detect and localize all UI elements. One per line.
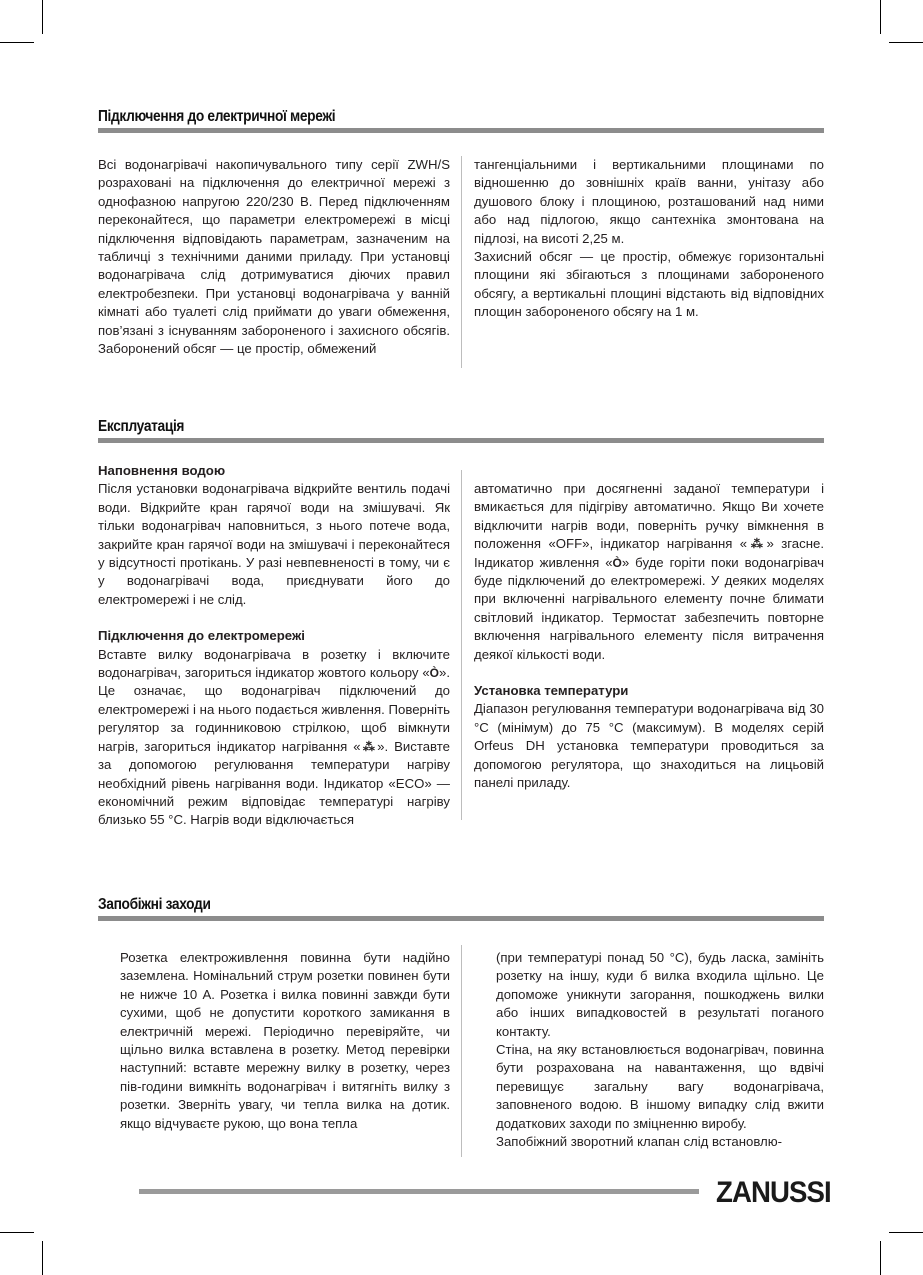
paragraph: Після установки водонагрівача відкрийте вентиль подачі води. Відкрийте кран гарячої води на змішувачі. Як тільки водонагрівач наповниться, з нього потече вода, закрийте кран гарячої води на змішувачі і переконайтеся у відсутності протікань. У разі невпевненості в тому, чи є у водонагрівачі вода, приєднувати його до електромережі і не слід. xyxy=(98,481,450,607)
section-title: Запобіжні заходи xyxy=(98,896,211,913)
subheading-filling: Наповнення водою xyxy=(98,463,226,478)
section-title: Експлуатація xyxy=(98,418,185,435)
heat-indicator-icon: ⁂ xyxy=(360,739,378,754)
crop-mark xyxy=(0,42,34,43)
operation-left-column xyxy=(98,462,450,830)
paragraph: (при температурі понад 50 °С), будь ласка, замініть розетку на іншу, куди б вилка входила щільно. Це допоможе уникнути загорання, пошкоджень вилки або інших випадковостей в результаті поганого контакту. xyxy=(496,950,824,1039)
crop-mark xyxy=(889,1232,923,1233)
paragraph: Розетка електроживлення повинна бути надійно заземлена. Номінальний струм розетки повинен бути не нижче 10 А. Розетка і вилка повинні завжди бути сухими, щоб не допустити короткого замикання в електричній мережі. Періодично перевіряйте, чи щільно вилка вставлена в розетку. Метод перевірки наступний: вставте мережну вилку в розетку, через пів-години вимкніть водонагрівач і витягніть вилку з розетки. Зверніть увагу, чи тепла вилка на дотик. якщо відчуваєте рукою, що вона тепла xyxy=(120,950,450,1131)
power-indicator-icon: Ò xyxy=(612,555,622,570)
section-rule xyxy=(98,916,824,921)
section-operation-header xyxy=(98,418,824,443)
column-divider xyxy=(461,945,462,1157)
heat-indicator-icon: ⁂ xyxy=(747,537,767,552)
crop-mark xyxy=(889,42,923,43)
paragraph: тангенціальними і вертикальними площинами по відношенню до зовнішніх країв ванни, унітазу або душового блоку і площиною, розташований над ними або над підлогою, якщо сантехніка змонтована на підлозі, на висоті 2,25 м. xyxy=(474,157,824,246)
subheading-power: Підключення до електромережі xyxy=(98,628,305,644)
crop-mark xyxy=(42,0,43,34)
column-divider xyxy=(461,470,462,820)
subheading-temperature: Установка температури xyxy=(474,683,629,699)
safety-right-column xyxy=(496,949,824,1151)
paragraph: Запобіжний зворотний клапан слід встановлю- xyxy=(496,1134,783,1150)
connection-left-column xyxy=(98,156,450,358)
paragraph: Захисний обсяг — це простір, обмежує горизонтальні площини які збігаються з площинами забороненого обсягу, а вертикальні площині відстають від відповідних площин забороненого обсягу на 1 м. xyxy=(474,249,824,320)
paragraph: Вставте вилку водонагрівача в розетку і включите водонагрівач, загориться індикатор жовтого кольору «Ò». Це означає, що водонагрівач підключений до електромережі і на нього подається живлення. Поверніть регулятор за годинниковою стрілкою, щоб вімкнути нагрів, загориться індикатор нагрівання «⁂». Виставте за допомогою регулювання температури нагріву необхідний рівень нагрівання води. Індикатор «ECO» — економічний режим відповідає температурі нагріву близько 55 °С. Нагрів води відключається xyxy=(98,646,451,828)
crop-mark xyxy=(880,0,881,34)
safety-left-column xyxy=(120,949,450,1133)
operation-right-column xyxy=(474,480,824,793)
section-rule xyxy=(98,128,824,133)
paragraph: Стіна, на яку встановлюється водонагрівач, повинна бути розрахована на навантаження, що вдвічі перевищує загальну вагу водонагрівача, заповненого водою. В іншому випадку слід вжити додаткових заходи по зміцненню виробу. xyxy=(496,1042,824,1131)
section-rule xyxy=(98,438,824,443)
crop-mark xyxy=(880,1241,881,1275)
column-divider xyxy=(461,156,462,368)
section-title: Підключення до електричної мережі xyxy=(98,108,336,125)
power-indicator-icon: Ò xyxy=(429,666,439,681)
zanussi-logo: ZANUSSI xyxy=(716,1176,831,1209)
section-safety-header xyxy=(98,896,824,921)
crop-mark xyxy=(0,1232,34,1233)
section-connection-header xyxy=(98,108,824,133)
paragraph: Діапазон регулювання температури водонагрівача від 30 °С (мінімум) до 75 °С (максимум). В моделях серій Orfeus DH установка температури проводиться за допомогою регулятора, що знаходиться на лицьовій панелі приладу. xyxy=(474,701,824,791)
connection-right-column xyxy=(474,156,824,322)
paragraph: Всі водонагрівачі накопичувального типу серії ZWH/S розраховані на підключення до електричної мережі з однофазною напругою 220/230 В. Перед підключенням переконайтеся, що параметри електромережі в місці підключення відповідають параметрам, зазначеним на табличці з технічними даними приладу. При установці водонагрівача слід дотримуватися діючих правил електробезпеки. При установці водонагрівача у ванній кімнаті або туалеті слід приймати до уваги обмеження, пов’язані з існуванням забороненого і захисного обсягів. Заборонений обсяг — це простір, обмежений xyxy=(98,157,450,357)
paragraph: автоматично при досягненні заданої температури і вмикається для підігріву автоматично. Якщо Ви хочете відключити нагрів води, поверніть ручку вімкнення в положення «OFF», індикатор нагрівання «⁂» згасне. Індикатор живлення «Ò» буде горіти поки водонагрівач буде підключений до електромережі. У деяких моделях при включенні нагрівального елементу почне блимати світловий індикатор. Термостат забезпечить повторне включення нагрівального елементу після витрачення деякої кількості води. xyxy=(474,481,825,662)
footer-rule xyxy=(139,1189,699,1194)
crop-mark xyxy=(42,1241,43,1275)
